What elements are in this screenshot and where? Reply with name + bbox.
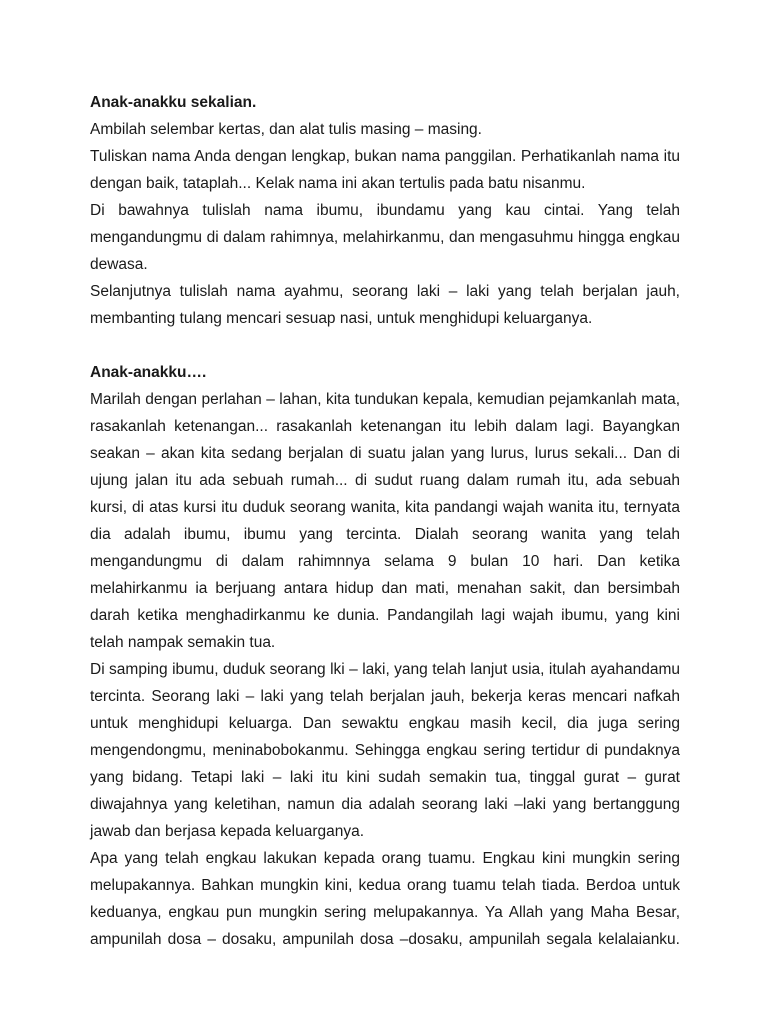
paragraph-2-3: Apa yang telah engkau lakukan kepada orang tuamu. Engkau kini mungkin sering melupakannya. Bahkan mungkin kini, kedua orang tuamu telah tiada. Berdoa untuk keduanya, engkau pun mungkin sering melupakannya. Ya Allah yang Maha Besar, ampunilah dosa – dosaku, ampunilah dosa –dosaku, ampunilah segala kelalaianku. — [90, 850, 680, 948]
section-heading-2: Anak-anakku…. — [90, 364, 207, 381]
paragraph-1-2: Tuliskan nama Anda dengan lengkap, bukan nama panggilan. Perhatikanlah nama itu dengan baik, tataplah... Kelak nama ini akan tertulis pada batu nisanmu. — [90, 148, 680, 192]
paragraph-1-4: Selanjutnya tulislah nama ayahmu, seorang laki – laki yang telah berjalan jauh, membanting tulang mencari sesuap nasi, untuk menghidupi keluarganya. — [90, 283, 680, 327]
section-spacer — [90, 332, 680, 359]
section-heading-1: Anak-anakku sekalian. — [90, 94, 257, 111]
document-page — [90, 89, 680, 953]
paragraph-1-1: Ambilah selembar kertas, dan alat tulis masing – masing. — [90, 121, 482, 138]
paragraph-2-1: Marilah dengan perlahan – lahan, kita tundukan kepala, kemudian pejamkanlah mata, rasakanlah ketenangan... rasakanlah ketenangan itu lebih dalam lagi. Bayangkan seakan – akan kita sedang berjalan di suatu jalan yang lurus, lurus sekali... Dan di ujung jalan itu ada sebuah rumah... di sudut ruang dalam rumah itu, ada sebuah kursi, di atas kursi itu duduk seorang wanita, kita pandangi wajah wanita itu, ternyata dia adalah ibumu, ibumu yang tercinta. Dialah seorang wanita yang telah mengandungmu di dalam rahimnnya selama 9 bulan 10 hari. Dan ketika melahirkanmu ia berjuang antara hidup dan mati, menahan sakit, dan bersimbah darah ketika menghadirkanmu ke dunia. Pandangilah lagi wajah ibumu, yang kini telah nampak semakin tua. — [90, 391, 680, 651]
paragraph-2-2: Di samping ibumu, duduk seorang lki – laki, yang telah lanjut usia, itulah ayahandamu tercinta. Seorang laki – laki yang telah berjalan jauh, bekerja keras mencari nafkah untuk menghidupi keluarga. Dan sewaktu engkau masih kecil, dia juga sering mengendongmu, meninabobokanmu. Sehingga engkau sering tertidur di pundaknya yang bidang. Tetapi laki – laki itu kini sudah semakin tua, tinggal gurat – gurat diwajahnya yang keletihan, namun dia adalah seorang laki –laki yang bertanggung jawab dan berjasa kepada keluarganya. — [90, 661, 680, 840]
paragraph-1-3: Di bawahnya tulislah nama ibumu, ibundamu yang kau cintai. Yang telah mengandungmu di dalam rahimnya, melahirkanmu, dan mengasuhmu hingga engkau dewasa. — [90, 202, 680, 273]
